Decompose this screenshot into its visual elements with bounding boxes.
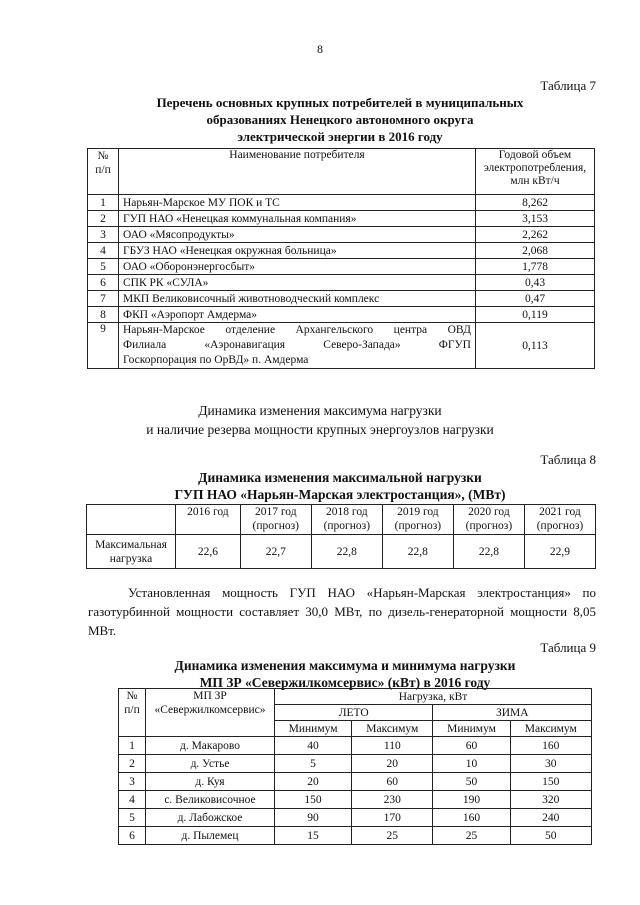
table-row: 7 МКП Великовисочный животноводческий комплекс 0,47	[88, 291, 595, 307]
table-row: 9 Нарьян-Марское отделение Архангельского центра ОВД Филиала «Аэронавигация Северо-Запада» ФГУП Госкорпорация по ОрВД» п. Амдерма 0,113	[88, 323, 595, 369]
table-row: 6 СПК РК «СУЛА» 0,43	[88, 275, 595, 291]
table-row: 5 д. Лабожское 90 170 160 240	[119, 809, 592, 827]
volume-header: Годовой объем электропотребления, млн кВт/ч	[476, 149, 595, 195]
table9-title: Динамика изменения максимума и минимума нагрузки МП ЗР «Севержилкомсервис» (кВт) в 2016 году	[174, 658, 516, 690]
winter-header: ЗИМА	[433, 705, 592, 721]
table8	[86, 504, 596, 569]
table-row: 5 ОАО «Оборонэнергосбыт» 1,778	[88, 259, 595, 275]
org-header: МП ЗР «Севержилкомсервис»	[146, 689, 275, 737]
table-row: 2 д. Устье 5 20 10 30	[119, 755, 592, 773]
table-row: 3 д. Куя 20 60 50 150	[119, 773, 592, 791]
row-label: Максимальная нагрузка	[87, 535, 176, 569]
table-row: 3 ОАО «Мясопродукты» 2,262	[88, 227, 595, 243]
table-row: 6 д. Пылемец 15 25 25 50	[119, 827, 592, 845]
table-row: Максимальная нагрузка 22,6 22,7 22,8 22,8 22,8 22,9	[87, 535, 596, 569]
num-header: № п/п	[119, 689, 146, 737]
table8-title: Динамика изменения максимальной нагрузки ГУП НАО «Нарьян-Марская электростанция», (МВт)	[174, 470, 506, 502]
table7	[87, 148, 595, 369]
body-paragraph: Установленная мощность ГУП НАО «Нарьян-Марская электростанция» по газотурбинной мощности составляет 30,0 МВт, по дизель-генераторной мощности 8,05 МВт.	[88, 585, 596, 638]
table8-header-row: 2016 год 2017 год (прогноз) 2018 год (прогноз) 2019 год (прогноз) 2020 год (прогноз) 2021 год (прогноз)	[87, 505, 596, 535]
table-row: 4 с. Великовисочное 150 230 190 320	[119, 791, 592, 809]
multiline-name: Нарьян-Марское отделение Архангельского центра ОВД Филиала «Аэронавигация Северо-Запада» ФГУП Госкорпорация по ОрВД» п. Амдерма	[119, 323, 476, 369]
table-row: 4 ГБУЗ НАО «Ненецкая окружная больница» 2,068	[88, 243, 595, 259]
table7-label: Таблица 7	[540, 78, 596, 93]
table-row: 1 д. Макарово 40 110 60 160	[119, 737, 592, 755]
table7-title: Перечень основных крупных потребителей в муниципальных образованиях Ненецкого автономного округа электрической энергии в 2016 году	[156, 95, 524, 144]
name-header: Наименование потребителя	[119, 149, 476, 195]
table-row: 2 ГУП НАО «Ненецкая коммунальная компания» 3,153	[88, 211, 595, 227]
num-header: № п/п	[88, 149, 119, 195]
table9-header-row	[119, 689, 592, 705]
table-row: 1 Нарьян-Марское МУ ПОК и ТС 8,262	[88, 195, 595, 211]
table-row: 8 ФКП «Аэропорт Амдерма» 0,119	[88, 307, 595, 323]
load-header: Нагрузка, кВт	[275, 689, 592, 705]
section-heading: Динамика изменения максимума нагрузки и наличие резерва мощности крупных энергоузлов нагрузки	[146, 403, 494, 437]
table8-label: Таблица 8	[540, 452, 596, 467]
table7-header-row	[88, 149, 595, 195]
table9-label: Таблица 9	[540, 640, 596, 655]
table9: № п/п МП ЗР «Севержилкомсервис» Нагрузка, кВт ЛЕТО ЗИМА Минимум Максимум Минимум Максимум 1 д. Макарово 40 110 60 160 2 д. Устье 5 20 10 30 3 д. Куя 20 60 50 150 4 с. Великовисочное 150 230 190 320 5 д. Лабожское 90 170 160 240 6 д. Пылемец 15 25 25 50	[118, 688, 592, 845]
summer-header: ЛЕТО	[275, 705, 433, 721]
page-number: 8	[317, 42, 323, 56]
